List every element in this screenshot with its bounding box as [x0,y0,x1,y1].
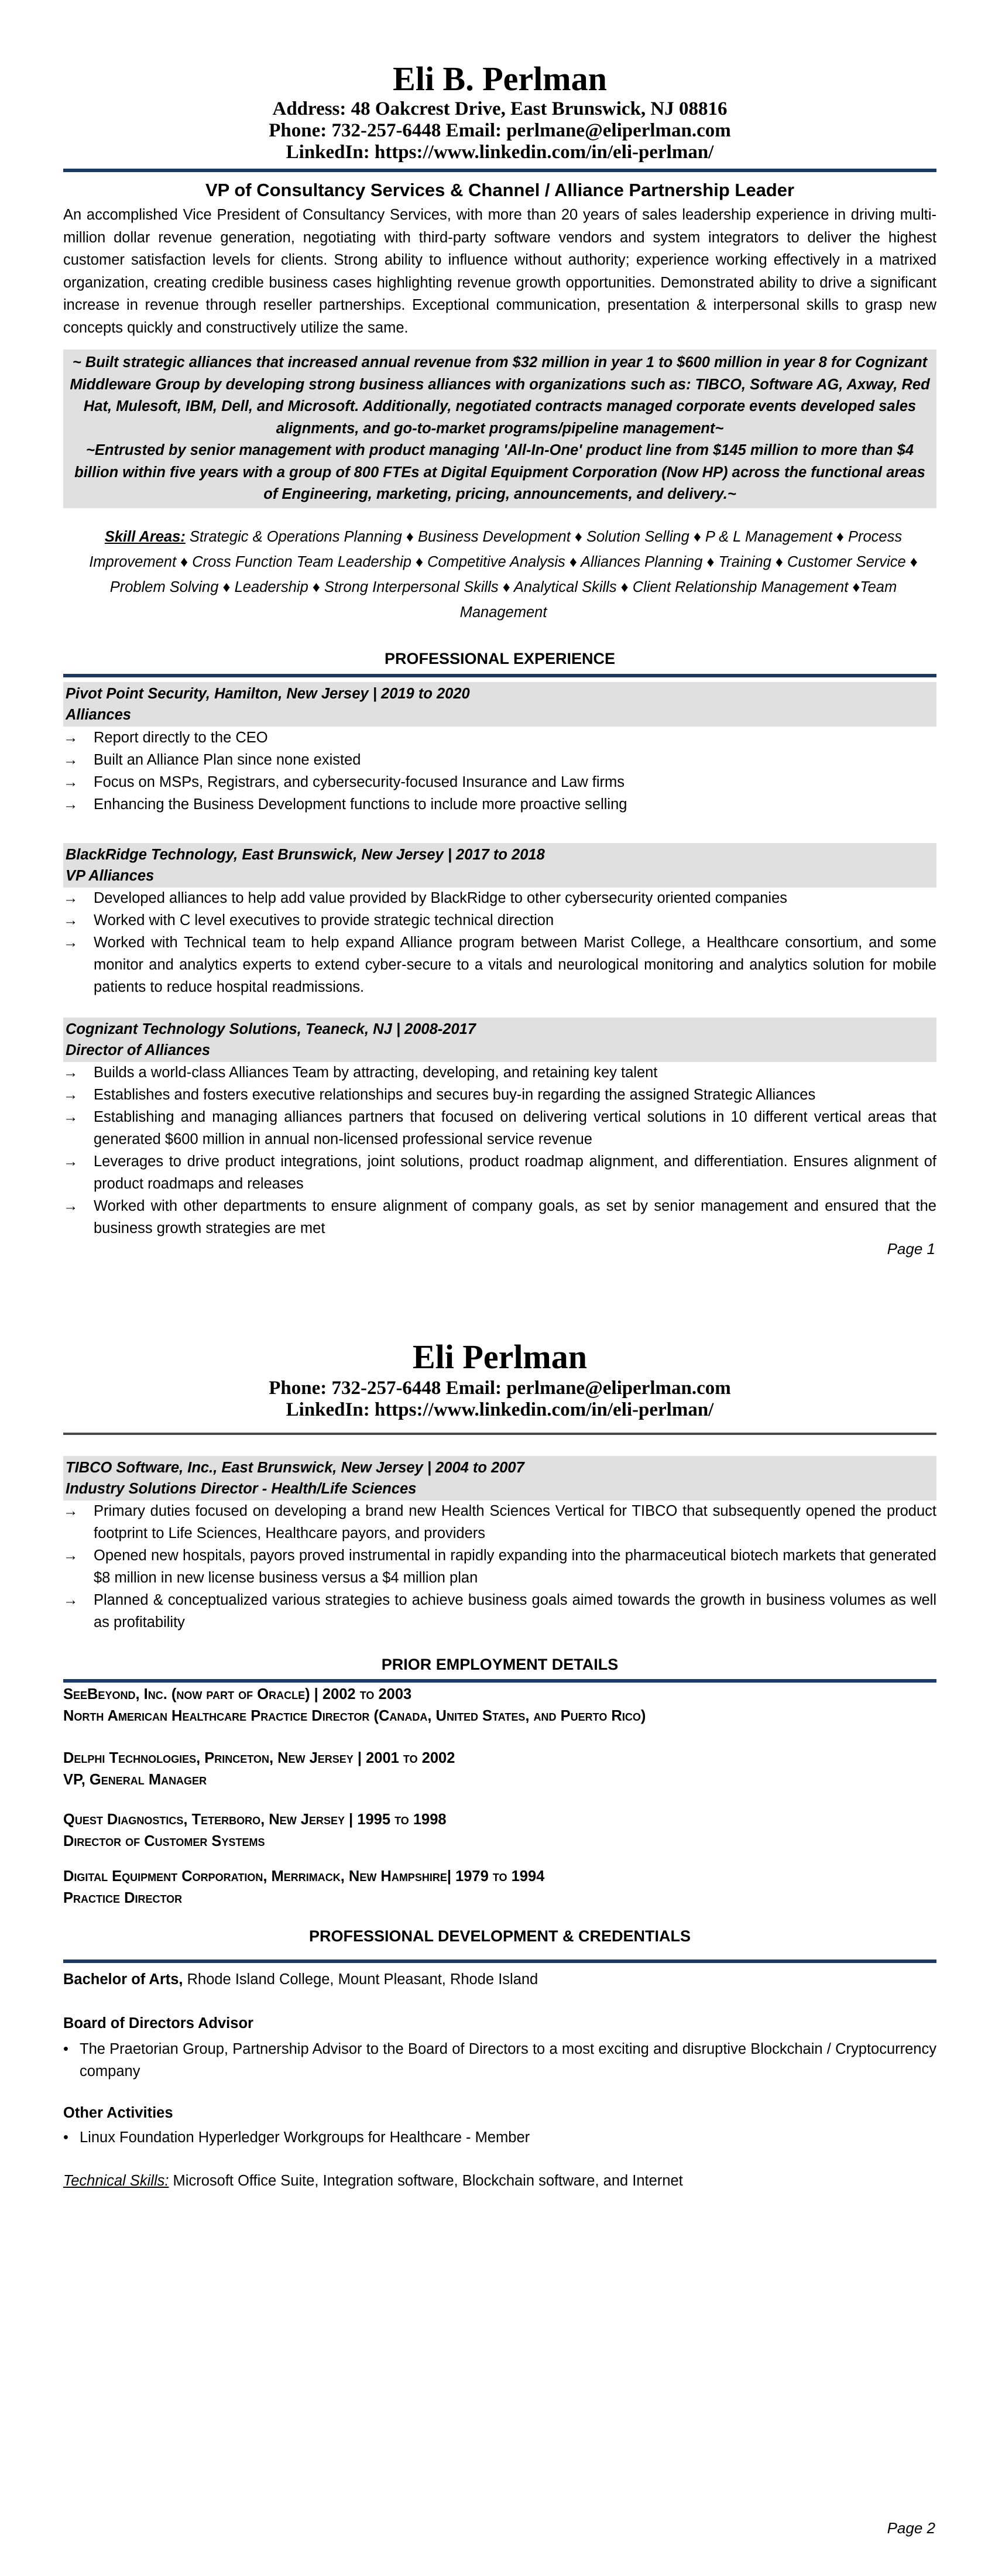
list-item: • Linux Foundation Hyperledger Workgroups for Healthcare - Member [63,2126,936,2149]
arrow-right-icon: → [63,1153,78,1170]
list-item: → Primary duties focused on developing a brand new Health Sciences Vertical for TIBCO that subsequently opened the product footprint to Life Sciences, Healthcare payors, and providers [63,1500,936,1544]
job-company: TIBCO Software, Inc., East Brunswick, New Jersey | 2004 to 2007 [66,1460,524,1476]
other-heading: Other Activities [63,2105,173,2121]
arrow-right-icon: → [63,1503,78,1519]
list-item: → Leverages to drive product integrations, joint solutions, product roadmap alignment, and differentiation. Ensures alignment of product roadmaps and releases [63,1150,936,1195]
highlight-item: ~ Built strategic alliances that increased annual revenue from $32 million in year 1 to $600 million in year 8 for Cognizant Middleware Group by developing strong business alliances with organizations such as: TIBCO, Software AG, Axway, Red Hat, Mulesoft, IBM, Dell, and Microsoft. Additionally, negotiated contracts managed corporate events developed sales alignments, and go-to-market programs/pipeline management~ [70,354,930,437]
list-item: → Worked with Technical team to help expand Alliance program between Marist College, a Healthcare consortium, and some monitor and analytics experts to extend cyber-secure to a vitals and neurological monitoring and analytics solution for mobile patients to reduce hospital readmissions. [63,931,936,998]
header-divider [63,1433,936,1435]
job-header [63,843,936,888]
arrow-right-icon: → [63,1198,78,1214]
prior-title: Practice Director [63,1890,183,1906]
section-heading-credentials: PROFESSIONAL DEVELOPMENT & CREDENTIALS [308,1927,691,1945]
prior-job [63,1866,936,1909]
arrow-right-icon: → [63,1592,78,1608]
technical-skills-label: Technical Skills: [63,2173,169,2189]
prior-company: Quest Diagnostics, Teterboro, New Jersey | 1995 to 1998 [63,1811,447,1828]
job-bullets [63,727,936,816]
section-divider [63,1679,936,1683]
career-highlights-box [63,350,936,508]
address-line: Address: 48 Oakcrest Drive, East Brunswick, NJ 08816 [272,98,728,119]
section-heading-prior-employment: PRIOR EMPLOYMENT DETAILS [381,1656,619,1673]
skill-areas-label: Skill Areas: [104,529,186,545]
prior-company: SeeBeyond, Inc. (now part of Oracle) | 2002 to 2003 [63,1686,412,1703]
list-item: → Built an Alliance Plan since none existed [63,749,936,771]
arrow-right-icon: → [63,934,78,951]
section-divider [63,674,936,677]
section-heading-experience: PROFESSIONAL EXPERIENCE [384,650,616,667]
page-number: Page 1 [887,1240,935,1258]
job-company: BlackRidge Technology, East Brunswick, New Jersey | 2017 to 2018 [66,847,545,863]
arrow-right-icon: → [63,1064,78,1081]
prior-title: VP, General Manager [63,1772,207,1788]
education-entry [63,1968,936,1991]
prior-company: Delphi Technologies, Princeton, New Jersey | 2001 to 2002 [63,1750,455,1766]
list-item: → Worked with other departments to ensure alignment of company goals, as set by senior management and ensured that the business growth strategies are met [63,1195,936,1239]
job-company: Pivot Point Security, Hamilton, New Jersey | 2019 to 2020 [66,686,470,702]
arrow-right-icon: → [63,912,78,929]
degree: Bachelor of Arts, [63,1971,183,1988]
job-bullets [63,887,936,998]
arrow-right-icon: → [63,890,78,906]
skill-areas-list: Strategic & Operations Planning ♦ Business Development ♦ Solution Selling ♦ P & L Management ♦ Process Improvement ♦ Cross Function Team Leadership ♦ Competitive Analysis ♦ Alliances Planning ♦ Training ♦ Customer Service ♦ Problem Solving ♦ Leadership ♦ Strong Interpersonal Skills ♦ Analytical Skills ♦ Client Relationship Management ♦Team Management [89,529,918,621]
arrow-right-icon: → [63,774,78,790]
technical-skills-value: Microsoft Office Suite, Integration software, Blockchain software, and Internet [169,2173,683,2189]
job-header [63,1456,936,1501]
list-item: → Enhancing the Business Development functions to include more proactive selling [63,793,936,816]
bullet-dot-icon: • [63,2041,68,2057]
bullet-dot-icon: • [63,2129,68,2146]
linkedin-line: LinkedIn: https://www.linkedin.com/in/eli-perlman/ [286,142,714,163]
prior-job [63,1748,936,1791]
prior-title: Director of Customer Systems [63,1833,265,1849]
list-item: → Opened new hospitals, payors proved instrumental in rapidly expanding into the pharmaceutical biotech markets that generated $8 million in new license business versus a $4 million plan [63,1544,936,1589]
job-bullets [63,1500,936,1633]
phone-email-line: Phone: 732-257-6448 Email: perlmane@eliperlman.com [269,120,731,141]
board-advisor-section [63,2012,936,2082]
list-item: → Establishes and fosters executive relationships and secures buy-in regarding the assigned Strategic Alliances [63,1084,936,1106]
phone-email-line: Phone: 732-257-6448 Email: perlmane@eliperlman.com [269,1378,731,1399]
professional-headline: VP of Consultancy Services & Channel / Alliance Partnership Leader [205,180,795,200]
list-item: → Focus on MSPs, Registrars, and cybersecurity-focused Insurance and Law firms [63,771,936,793]
skill-areas [82,525,925,625]
arrow-right-icon: → [63,1547,78,1564]
list-item: → Establishing and managing alliances partners that focused on delivering vertical solutions in 10 different vertical areas that generated $600 million in annual non-licensed professional service revenue [63,1106,936,1150]
list-item: → Planned & conceptualized various strategies to achieve business goals aimed towards the growth in business volumes as well as profitability [63,1589,936,1633]
job-bullets [63,1061,936,1239]
highlight-item: ~Entrusted by senior management with product managing 'All-In-One' product line from $145 million to more than $4 billion within five years with a group of 800 FTEs at Digital Equipment Corporation (Now HP) across the functional areas of Engineering, marketing, pricing, announcements, and delivery.~ [74,442,925,502]
technical-skills [63,2170,936,2192]
list-item: → Worked with C level executives to provide strategic technical direction [63,909,936,931]
candidate-name: Eli Perlman [412,1338,587,1376]
header-divider [63,169,936,172]
prior-company: Digital Equipment Corporation, Merrimack, New Hampshire| 1979 to 1994 [63,1868,545,1885]
arrow-right-icon: → [63,729,78,746]
arrow-right-icon: → [63,1109,78,1125]
job-title: Industry Solutions Director - Health/Life Sciences [66,1481,417,1497]
job-title: Alliances [66,707,131,723]
section-divider [63,1960,936,1963]
other-activities-section [63,2102,936,2149]
job-company: Cognizant Technology Solutions, Teaneck, NJ | 2008-2017 [66,1021,476,1037]
list-item: → Report directly to the CEO [63,727,936,749]
job-title: VP Alliances [66,868,155,884]
page-number: Page 2 [887,2519,935,2537]
list-item: • The Praetorian Group, Partnership Advisor to the Board of Directors to a most exciting and disruptive Blockchain / Cryptocurrency company [63,2038,936,2082]
list-item: → Builds a world-class Alliances Team by attracting, developing, and retaining key talent [63,1061,936,1084]
list-item: → Developed alliances to help add value provided by BlackRidge to other cybersecurity oriented companies [63,887,936,909]
job-header [63,682,936,727]
prior-job [63,1809,936,1852]
school: Rhode Island College, Mount Pleasant, Rhode Island [183,1971,538,1988]
summary-paragraph: An accomplished Vice President of Consultancy Services, with more than 20 years of sales leadership experience in driving multi-million dollar revenue generation, negotiating with third-party software vendors and system integrators to deliver the highest customer satisfaction levels for clients. Strong ability to influence without authority; experience working effectively in a matrixed organization, creating credible business cases highlighting revenue growth opportunities. Demonstrated ability to drive a significant increase in revenue through reseller partnerships. Exceptional communication, presentation & interpersonal skills to grasp new concepts quickly and constructively utilize the same. [63,207,936,336]
arrow-right-icon: → [63,752,78,768]
job-title: Director of Alliances [66,1042,211,1059]
arrow-right-icon: → [63,1087,78,1103]
job-header [63,1018,936,1062]
prior-job [63,1684,936,1727]
candidate-name: Eli B. Perlman [393,60,607,98]
board-heading: Board of Directors Advisor [63,2015,253,2032]
prior-title: North American Healthcare Practice Director (Canada, United States, and Puerto Rico) [63,1708,646,1724]
arrow-right-icon: → [63,796,78,813]
linkedin-line: LinkedIn: https://www.linkedin.com/in/eli-perlman/ [286,1399,714,1420]
